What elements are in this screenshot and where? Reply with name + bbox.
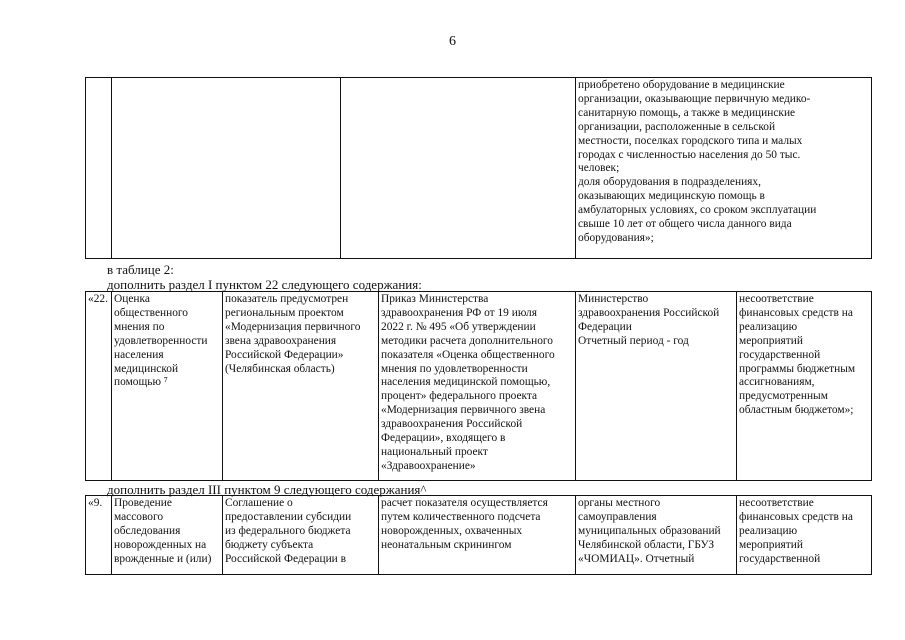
text-line: свыше 10 лет от общего числа данного вида <box>578 218 792 231</box>
text-line: мнения по удовлетворенности <box>381 362 528 375</box>
text-line: предоставлении субсидии <box>225 510 352 523</box>
text-line: показатель предусмотрен <box>225 293 349 305</box>
text-line: человек; <box>578 162 620 175</box>
text-line: национальный проект <box>381 445 488 458</box>
section1-instruction: дополнить раздел I пунктом 22 следующего содержания: <box>107 277 422 292</box>
text-line: мнения по <box>114 320 165 333</box>
text-line: Проведение <box>114 497 172 509</box>
text-line: путем количественного подсчета <box>381 510 541 523</box>
cell-indicator-text <box>576 78 872 259</box>
text-line: звена здравоохранения <box>225 334 337 347</box>
text-line: государственной <box>739 348 821 361</box>
text-line: органы местного <box>578 497 661 509</box>
text-line: общественного <box>114 306 188 319</box>
text-line: расчет показателя осуществляется <box>381 497 548 509</box>
text-line: обследования <box>114 524 181 537</box>
text-line: доля оборудования в подразделениях, <box>578 176 761 189</box>
cell-name <box>112 78 341 259</box>
table-continuation <box>85 77 872 259</box>
text-line: предусмотренным <box>739 390 828 403</box>
text-line: самоуправления <box>578 510 657 523</box>
text-line: несоответствие <box>739 293 814 305</box>
text-line: оборудования»; <box>578 231 654 244</box>
cell-indicator-basis <box>223 292 379 481</box>
text-line: населения <box>114 348 164 361</box>
text-line: здравоохранения Российской <box>381 418 523 431</box>
text-line: областным бюджетом»; <box>739 404 854 417</box>
table-row <box>86 496 872 575</box>
text-line: Министерство <box>578 293 649 305</box>
text-line: массового <box>114 510 164 523</box>
text-line: показателя «Оценка общественного <box>381 348 555 361</box>
text-line: финансовых средств на <box>739 306 853 319</box>
text-line: муниципальных образований <box>578 524 721 537</box>
cell-method <box>341 78 576 259</box>
text-line: Челябинской области, ГБУЗ <box>578 538 715 551</box>
text-line: методики расчета дополнительного <box>381 334 554 347</box>
cell-indicator-name <box>112 496 223 575</box>
text-line: новорожденных на <box>114 538 207 551</box>
text-line: помощью ⁷ <box>114 376 168 389</box>
cell-indicator-basis <box>223 496 379 575</box>
text-line: реализацию <box>739 320 798 333</box>
text-line: Соглашение о <box>225 497 293 509</box>
text-line: Оценка <box>114 293 150 305</box>
text-line: несоответствие <box>739 497 814 509</box>
cell-method <box>379 496 576 575</box>
table2-intro: в таблице 2: <box>107 262 174 277</box>
text-line: (Челябинская область) <box>225 362 335 375</box>
text-line: здравоохранения Российской <box>578 306 720 319</box>
text-line: здравоохранения РФ от 19 июля <box>381 306 537 319</box>
text-line: процент» федерального проекта <box>381 390 538 403</box>
cell-indicator-name <box>112 292 223 481</box>
table-section3-item9 <box>85 495 872 575</box>
cell-risk <box>737 292 872 481</box>
text-line: финансовых средств на <box>739 510 853 523</box>
text-line: приобретено оборудование в медицинские <box>578 79 785 91</box>
text-line: городах с численностью населения до 50 тыс. <box>578 148 801 161</box>
text-line: Федерации <box>578 320 632 333</box>
text-line: удовлетворенности <box>114 334 208 347</box>
text-line: населения медицинской помощью, <box>381 376 551 389</box>
cell-number <box>86 78 112 259</box>
text-line: амбулаторных условиях, со сроком эксплуатации <box>578 204 817 217</box>
text-line: организации, расположенные в сельской <box>578 120 776 133</box>
text-line: неонатальным скринингом <box>381 538 512 551</box>
table-section1-item22 <box>85 291 872 481</box>
text-line: мероприятий <box>739 334 803 347</box>
text-line: организации, оказывающие первичную медико- <box>578 92 811 105</box>
text-line: «Здравоохранение» <box>381 459 476 472</box>
cell-method <box>379 292 576 481</box>
cell-source <box>576 496 737 575</box>
text-line: Российской Федерации» <box>225 348 344 361</box>
text-line: региональным проектом <box>225 306 344 319</box>
text-line: программы бюджетным <box>739 362 856 375</box>
cell-number: «9. <box>86 496 112 575</box>
text-line: «Модернизация первичного звена <box>381 404 546 417</box>
cell-number: «22. <box>86 292 112 481</box>
table-row <box>86 78 872 259</box>
text-line: из федерального бюджета <box>225 524 351 537</box>
page-number: 6 <box>449 34 456 49</box>
text-line: мероприятий <box>739 538 803 551</box>
text-line: Российской Федерации в <box>225 552 347 565</box>
text-line: бюджету субъекта <box>225 538 314 551</box>
cell-risk <box>737 496 872 575</box>
table-row <box>86 292 872 481</box>
text-line: Приказ Министерства <box>381 293 489 305</box>
cell-source <box>576 292 737 481</box>
text-line: «Модернизация первичного <box>225 320 361 333</box>
text-line: медицинской <box>114 362 179 375</box>
text-line: врожденные и (или) <box>114 552 212 565</box>
section3-instruction: дополнить раздел III пунктом 9 следующего содержания^ <box>107 482 427 497</box>
text-line: новорожденных, охваченных <box>381 524 523 537</box>
text-line: ассигнованиям, <box>739 376 815 389</box>
text-line: реализацию <box>739 524 798 537</box>
text-line: оказывающих медицинскую помощь в <box>578 190 765 203</box>
text-line: санитарную помощь, а также в медицинские <box>578 106 796 119</box>
text-line: местности, поселках городского типа и малых <box>578 134 803 147</box>
text-line: 2022 г. № 495 «Об утверждении <box>381 320 536 333</box>
text-line: Отчетный период - год <box>578 334 689 347</box>
text-line: Федерации», входящего в <box>381 432 506 445</box>
text-line: государственной <box>739 552 821 565</box>
text-line: «ЧОМИАЦ». Отчетный <box>578 552 695 565</box>
